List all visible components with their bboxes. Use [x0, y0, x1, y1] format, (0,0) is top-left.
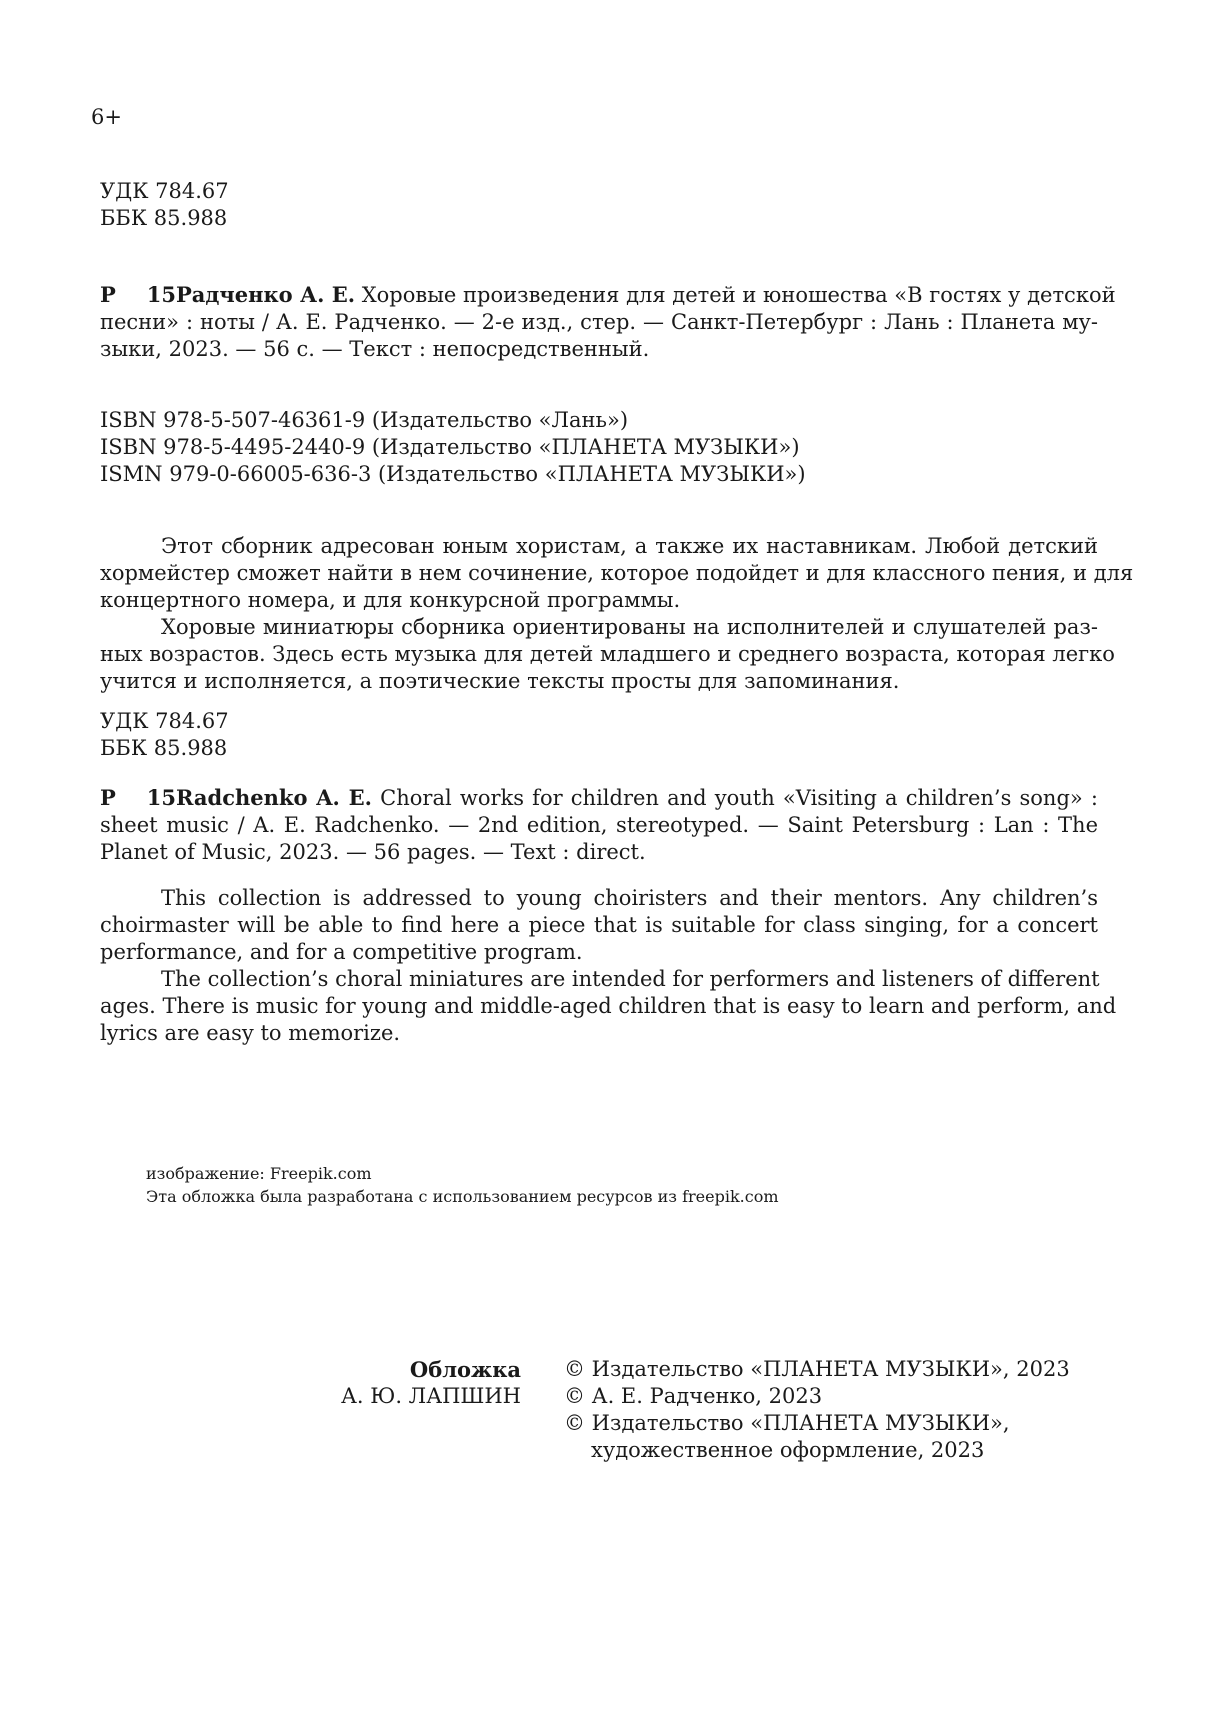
- age-rating: 6+: [91, 105, 122, 129]
- bibliographic-record-ru: [100, 281, 1116, 363]
- image-credit-line: Эта обложка была разработана с использованием ресурсов из freepik.com: [146, 1187, 779, 1206]
- bbk-code: ББК 85.988: [100, 736, 228, 760]
- bib-ru-line-1: [100, 281, 1116, 309]
- abstract-ru: [100, 533, 1134, 695]
- abstract-en-line: lyrics are easy to memorize.: [100, 1021, 401, 1045]
- abstract-ru-line: Этот сборник адресован юным хористам, а также их наставникам. Любой детский: [161, 534, 1098, 558]
- abstract-ru-line: ных возрастов. Здесь есть музыка для детей младшего и среднего возраста, которая легко: [100, 642, 1115, 666]
- isbn-lan: ISBN 978-5-507-46361-9 (Издательство «Лань»): [100, 408, 629, 432]
- bibliographic-record-en: [100, 784, 1098, 866]
- copyright-line: художественное оформление, 2023: [591, 1438, 985, 1462]
- abstract-en-line: performance, and for a competitive program.: [100, 940, 583, 964]
- image-credit: [146, 1162, 779, 1208]
- abstract-en-line: choirmaster will be able to find here a piece that is suitable for class singing, for a concert: [100, 913, 1098, 937]
- bib-ru-line-3: зыки, 2023. — 56 с. — Текст : непосредственный.: [100, 337, 650, 361]
- classification-ru: [100, 178, 1098, 232]
- bib-en-title: Choral works for children and youth «Visiting a children’s song» :: [380, 786, 1098, 810]
- bib-en-line-3: Planet of Music, 2023. — 56 pages. — Text : direct.: [100, 840, 646, 864]
- image-credit-line: изображение: Freepik.com: [146, 1164, 372, 1183]
- copyright-line: © А. Е. Радченко, 2023: [564, 1384, 823, 1408]
- abstract-en: [100, 885, 1117, 1047]
- bib-ru-line-2: песни» : ноты / А. Е. Радченко. — 2-е изд., стер. — Санкт-Петербург : Лань : Планета му-: [100, 310, 1098, 334]
- bib-en-line-2: sheet music / A. E. Radchenko. — 2nd edition, stereotyped. — Saint Petersburg : Lan : The: [100, 813, 1098, 837]
- copyright-list: [564, 1356, 1070, 1464]
- bib-en-author: Radchenko A. E.: [176, 785, 372, 810]
- udk-code: УДК 784.67: [100, 179, 229, 203]
- copyright-line: © Издательство «ПЛАНЕТА МУЗЫКИ», 2023: [564, 1357, 1070, 1381]
- abstract-en-line: The collection’s choral miniatures are intended for performers and listeners of different: [161, 967, 1100, 991]
- ismn-planeta: ISMN 979-0-66005-636-3 (Издательство «ПЛАНЕТА МУЗЫКИ»): [100, 462, 806, 486]
- cover-designer: А. Ю. ЛАПШИН: [341, 1384, 521, 1408]
- classification-en: [100, 708, 1098, 762]
- bib-ru-title: Хоровые произведения для детей и юношества «В гостях у детской: [361, 283, 1116, 307]
- bib-ru-author: Радченко А. Е.: [176, 282, 356, 307]
- cover-label: Обложка: [409, 1357, 521, 1382]
- abstract-ru-line: хормейстер сможет найти в нем сочинение, которое подойдет и для классного пения, и для: [100, 561, 1134, 585]
- copyright-line: © Издательство «ПЛАНЕТА МУЗЫКИ»,: [564, 1411, 1010, 1435]
- isbn-list: [100, 407, 1098, 488]
- udk-code: УДК 784.67: [100, 709, 229, 733]
- abstract-en-line: ages. There is music for young and middle-aged children that is easy to learn and perform, and: [100, 994, 1117, 1018]
- abstract-ru-line: Хоровые миниатюры сборника ориентированы на исполнителей и слушателей раз-: [161, 615, 1098, 639]
- bib-en-code: Р 15: [100, 785, 176, 810]
- bbk-code: ББК 85.988: [100, 206, 228, 230]
- abstract-ru-line: учится и исполняется, а поэтические тексты просты для запоминания.: [100, 669, 900, 693]
- isbn-planeta: ISBN 978-5-4495-2440-9 (Издательство «ПЛАНЕТА МУЗЫКИ»): [100, 435, 800, 459]
- bib-en-line-1: [100, 784, 1098, 812]
- cover-credit: [341, 1356, 521, 1410]
- abstract-en-line: This collection is addressed to young choiristers and their mentors. Any children’s: [161, 886, 1098, 910]
- bib-ru-code: Р 15: [100, 282, 176, 307]
- abstract-ru-line: концертного номера, и для конкурсной программы.: [100, 588, 681, 612]
